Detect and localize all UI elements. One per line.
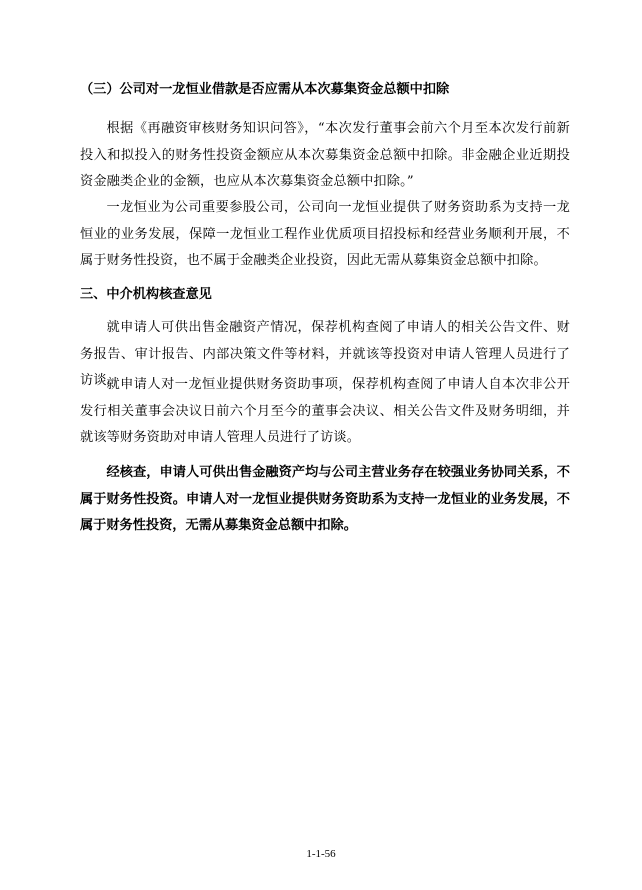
paragraph-financial-assets-review: 就申请人可供出售金融资产情况，保荐机构查阅了申请人的相关公告文件、财务报告、审计报告、内部决策文件等材料，并就该等投资对申请人管理人员进行了访谈。 (80, 320, 570, 388)
section-heading-intermediary-opinion: 三、中介机构核查意见 (80, 287, 212, 302)
subsection-heading-3: （三）公司对一龙恒业借款是否应需从本次募集资金总额中扣除 (80, 82, 450, 97)
page-number: 1-1-56 (306, 848, 336, 860)
paragraph-conclusion: 经核查，申请人可供出售金融资产均与公司主营业务存在较强业务协同关系，不属于财务性投资。申请人对一龙恒业提供财务资助系为支持一龙恒业的业务发展，不属于财务性投资，无需从募集资金总额中扣除。 (80, 465, 570, 533)
paragraph-regulation-quote: 根据《再融资审核财务知识问答》，“本次发行董事会前六个月至本次发行前新投入和拟投入的财务性投资金额应从本次募集资金总额中扣除。非金融企业近期投资金融类企业的金额，也应从本次募集资金总额中扣除。” (80, 121, 570, 189)
paragraph-financial-aid-review: 就申请人对一龙恒业提供财务资助事项，保荐机构查阅了申请人自本次非公开发行相关董事会决议日前六个月至今的董事会决议、相关公告文件及财务明细，并就该等财务资助对申请人管理人员进行了访谈。 (80, 377, 570, 445)
paragraph-yilong-investment: 一龙恒业为公司重要参股公司，公司向一龙恒业提供了财务资助系为支持一龙恒业的业务发展，保障一龙恒业工程作业优质项目招投标和经营业务顺利开展，不属于财务性投资，也不属于金融类企业投资，因此无需从募集资金总额中扣除。 (80, 200, 570, 268)
